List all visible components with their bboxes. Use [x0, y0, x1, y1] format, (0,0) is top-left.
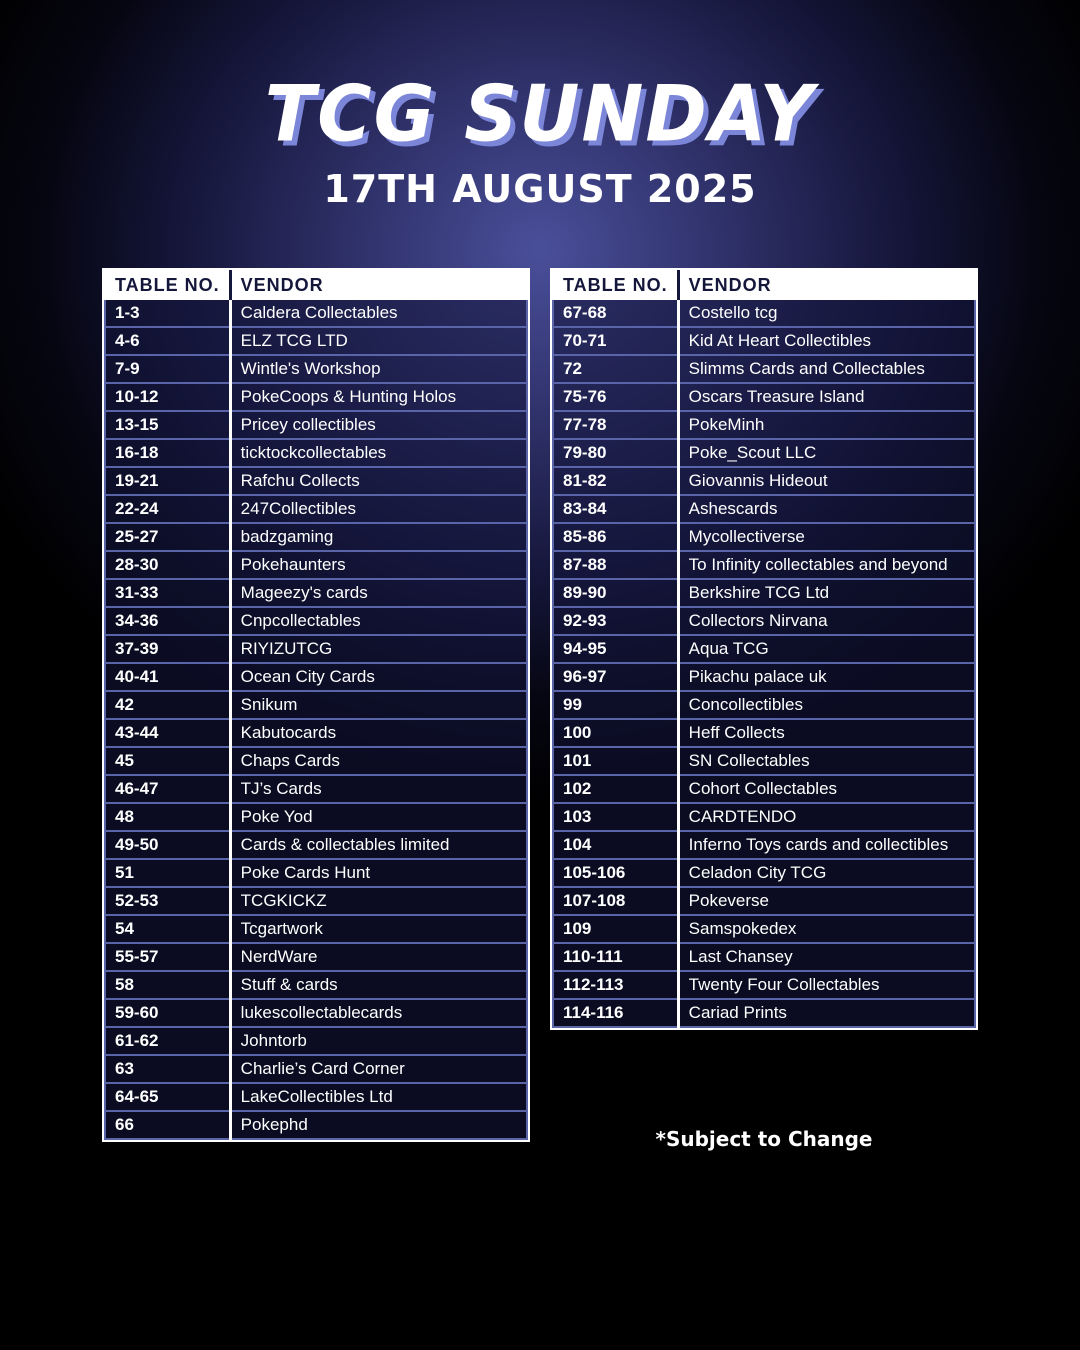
vendor-name-cell: 247Collectibles	[230, 495, 527, 523]
vendor-name-cell: Poke_Scout LLC	[678, 439, 975, 467]
table-row	[553, 383, 975, 411]
vendor-name-cell: Slimms Cards and Collectables	[678, 355, 975, 383]
vendor-header: VENDOR	[678, 271, 975, 299]
table-number-cell: 61-62	[105, 1027, 230, 1055]
table-row	[105, 971, 527, 999]
vendor-name-cell: Wintle's Workshop	[230, 355, 527, 383]
table-row	[105, 1083, 527, 1111]
vendor-name-cell: Pokehaunters	[230, 551, 527, 579]
table-number-cell: 67-68	[553, 299, 678, 327]
vendor-name-cell: Stuff & cards	[230, 971, 527, 999]
vendor-name-cell: RIYIZUTCG	[230, 635, 527, 663]
vendor-name-cell: Concollectibles	[678, 691, 975, 719]
table-number-cell: 52-53	[105, 887, 230, 915]
vendor-name-cell: Kabutocards	[230, 719, 527, 747]
table-number-cell: 107-108	[553, 887, 678, 915]
vendor-table-right	[552, 270, 976, 1028]
vendor-name-cell: Samspokedex	[678, 915, 975, 943]
table-number-cell: 104	[553, 831, 678, 859]
table-number-cell: 10-12	[105, 383, 230, 411]
table-row	[553, 411, 975, 439]
vendor-name-cell: Kid At Heart Collectibles	[678, 327, 975, 355]
table-row	[105, 327, 527, 355]
vendor-name-cell: SN Collectables	[678, 747, 975, 775]
table-row	[553, 523, 975, 551]
table-number-cell: 110-111	[553, 943, 678, 971]
vendor-name-cell: Poke Cards Hunt	[230, 859, 527, 887]
vendor-name-cell: Giovannis Hideout	[678, 467, 975, 495]
table-number-cell: 105-106	[553, 859, 678, 887]
vendor-header: VENDOR	[230, 271, 527, 299]
table-row	[105, 383, 527, 411]
subject-to-change-note: *Subject to Change	[655, 1127, 873, 1151]
table-number-cell: 34-36	[105, 607, 230, 635]
table-row	[105, 719, 527, 747]
table-row	[553, 999, 975, 1027]
table-row	[553, 607, 975, 635]
table-number-cell: 13-15	[105, 411, 230, 439]
vendor-name-cell: Cards & collectables limited	[230, 831, 527, 859]
vendor-name-cell: Mageezy's cards	[230, 579, 527, 607]
table-row	[105, 607, 527, 635]
vendor-name-cell: NerdWare	[230, 943, 527, 971]
table-number-cell: 22-24	[105, 495, 230, 523]
table-row	[105, 551, 527, 579]
vendor-name-cell: Cariad Prints	[678, 999, 975, 1027]
table-number-cell: 92-93	[553, 607, 678, 635]
table-row	[553, 299, 975, 327]
table-row	[105, 1027, 527, 1055]
table-number-cell: 96-97	[553, 663, 678, 691]
event-date: 17TH AUGUST 2025	[323, 167, 757, 211]
table-header-row	[105, 271, 527, 299]
vendor-name-cell: Pikachu palace uk	[678, 663, 975, 691]
vendor-name-cell: Ashescards	[678, 495, 975, 523]
table-row	[553, 859, 975, 887]
table-number-cell: 7-9	[105, 355, 230, 383]
table-row	[553, 971, 975, 999]
table-row	[553, 495, 975, 523]
table-row	[105, 523, 527, 551]
vendor-name-cell: ELZ TCG LTD	[230, 327, 527, 355]
table-row	[553, 691, 975, 719]
table-row	[105, 1055, 527, 1083]
vendor-name-cell: Aqua TCG	[678, 635, 975, 663]
vendor-name-cell: Celadon City TCG	[678, 859, 975, 887]
table-row	[553, 915, 975, 943]
table-row	[553, 719, 975, 747]
table-number-cell: 79-80	[553, 439, 678, 467]
table-number-cell: 114-116	[553, 999, 678, 1027]
vendor-table-left	[104, 270, 528, 1140]
table-number-cell: 77-78	[553, 411, 678, 439]
table-no-header: TABLE NO.	[553, 271, 678, 299]
vendor-name-cell: Johntorb	[230, 1027, 527, 1055]
vendor-name-cell: Mycollectiverse	[678, 523, 975, 551]
table-row	[105, 299, 527, 327]
vendor-name-cell: Ocean City Cards	[230, 663, 527, 691]
table-row	[105, 495, 527, 523]
table-number-cell: 99	[553, 691, 678, 719]
vendor-name-cell: Collectors Nirvana	[678, 607, 975, 635]
table-number-cell: 64-65	[105, 1083, 230, 1111]
vendor-name-cell: Poke Yod	[230, 803, 527, 831]
table-number-cell: 43-44	[105, 719, 230, 747]
vendor-name-cell: Pricey collectibles	[230, 411, 527, 439]
table-number-cell: 70-71	[553, 327, 678, 355]
table-number-cell: 37-39	[105, 635, 230, 663]
table-number-cell: 89-90	[553, 579, 678, 607]
table-number-cell: 1-3	[105, 299, 230, 327]
table-row	[105, 579, 527, 607]
table-number-cell: 28-30	[105, 551, 230, 579]
vendor-name-cell: Costello tcg	[678, 299, 975, 327]
table-row	[553, 467, 975, 495]
vendor-name-cell: TCGKICKZ	[230, 887, 527, 915]
table-number-cell: 75-76	[553, 383, 678, 411]
table-row	[105, 859, 527, 887]
table-number-cell: 66	[105, 1111, 230, 1139]
vendor-name-cell: TJ’s Cards	[230, 775, 527, 803]
table-row	[553, 887, 975, 915]
table-row	[553, 831, 975, 859]
vendor-name-cell: To Infinity collectables and beyond	[678, 551, 975, 579]
vendor-name-cell: Tcgartwork	[230, 915, 527, 943]
table-row	[105, 691, 527, 719]
vendor-name-cell: Berkshire TCG Ltd	[678, 579, 975, 607]
table-number-cell: 19-21	[105, 467, 230, 495]
vendor-name-cell: Pokeverse	[678, 887, 975, 915]
table-number-cell: 81-82	[553, 467, 678, 495]
vendor-name-cell: Cnpcollectables	[230, 607, 527, 635]
table-number-cell: 42	[105, 691, 230, 719]
vendor-name-cell: Snikum	[230, 691, 527, 719]
vendor-name-cell: Pokephd	[230, 1111, 527, 1139]
table-row	[105, 747, 527, 775]
table-row	[553, 439, 975, 467]
table-row	[553, 551, 975, 579]
vendor-name-cell: Last Chansey	[678, 943, 975, 971]
table-number-cell: 40-41	[105, 663, 230, 691]
table-row	[105, 1111, 527, 1139]
table-number-cell: 4-6	[105, 327, 230, 355]
table-row	[105, 411, 527, 439]
table-number-cell: 100	[553, 719, 678, 747]
table-number-cell: 103	[553, 803, 678, 831]
vendor-name-cell: lukescollectablecards	[230, 999, 527, 1027]
table-number-cell: 51	[105, 859, 230, 887]
table-row	[553, 747, 975, 775]
table-row	[105, 831, 527, 859]
vendor-name-cell: CARDTENDO	[678, 803, 975, 831]
table-number-cell: 83-84	[553, 495, 678, 523]
table-row	[553, 327, 975, 355]
table-number-cell: 102	[553, 775, 678, 803]
page-title: TCG SUNDAY	[264, 68, 816, 160]
vendor-table-left-body	[105, 299, 527, 1139]
vendor-name-cell: PokeMinh	[678, 411, 975, 439]
table-row	[105, 999, 527, 1027]
table-row	[553, 803, 975, 831]
table-row	[105, 803, 527, 831]
table-row	[105, 887, 527, 915]
vendor-name-cell: Caldera Collectables	[230, 299, 527, 327]
table-row	[105, 775, 527, 803]
vendor-name-cell: Inferno Toys cards and collectibles	[678, 831, 975, 859]
table-number-cell: 54	[105, 915, 230, 943]
table-number-cell: 25-27	[105, 523, 230, 551]
table-header-row	[553, 271, 975, 299]
table-number-cell: 48	[105, 803, 230, 831]
table-number-cell: 49-50	[105, 831, 230, 859]
vendor-name-cell: PokeCoops & Hunting Holos	[230, 383, 527, 411]
vendor-name-cell: Twenty Four Collectables	[678, 971, 975, 999]
table-number-cell: 46-47	[105, 775, 230, 803]
table-row	[105, 635, 527, 663]
table-number-cell: 112-113	[553, 971, 678, 999]
vendor-name-cell: Cohort Collectables	[678, 775, 975, 803]
table-number-cell: 31-33	[105, 579, 230, 607]
table-number-cell: 16-18	[105, 439, 230, 467]
table-row	[105, 467, 527, 495]
table-row	[553, 663, 975, 691]
table-number-cell: 94-95	[553, 635, 678, 663]
vendor-name-cell: Charlie’s Card Corner	[230, 1055, 527, 1083]
vendor-name-cell: Oscars Treasure Island	[678, 383, 975, 411]
vendor-table-right-body	[553, 299, 975, 1027]
table-row	[553, 943, 975, 971]
table-number-cell: 55-57	[105, 943, 230, 971]
table-number-cell: 87-88	[553, 551, 678, 579]
table-row	[105, 663, 527, 691]
table-number-cell: 109	[553, 915, 678, 943]
vendor-name-cell: badzgaming	[230, 523, 527, 551]
table-row	[105, 355, 527, 383]
table-row	[553, 635, 975, 663]
vendor-name-cell: Heff Collects	[678, 719, 975, 747]
table-row	[553, 775, 975, 803]
table-number-cell: 58	[105, 971, 230, 999]
table-number-cell: 101	[553, 747, 678, 775]
table-no-header: TABLE NO.	[105, 271, 230, 299]
vendor-name-cell: Rafchu Collects	[230, 467, 527, 495]
table-number-cell: 59-60	[105, 999, 230, 1027]
table-number-cell: 45	[105, 747, 230, 775]
table-number-cell: 72	[553, 355, 678, 383]
vendor-name-cell: LakeCollectibles Ltd	[230, 1083, 527, 1111]
table-number-cell: 63	[105, 1055, 230, 1083]
table-row	[105, 943, 527, 971]
table-number-cell: 85-86	[553, 523, 678, 551]
table-row	[553, 579, 975, 607]
vendor-name-cell: Chaps Cards	[230, 747, 527, 775]
vendor-name-cell: ticktockcollectables	[230, 439, 527, 467]
table-row	[105, 915, 527, 943]
table-row	[553, 355, 975, 383]
table-row	[105, 439, 527, 467]
